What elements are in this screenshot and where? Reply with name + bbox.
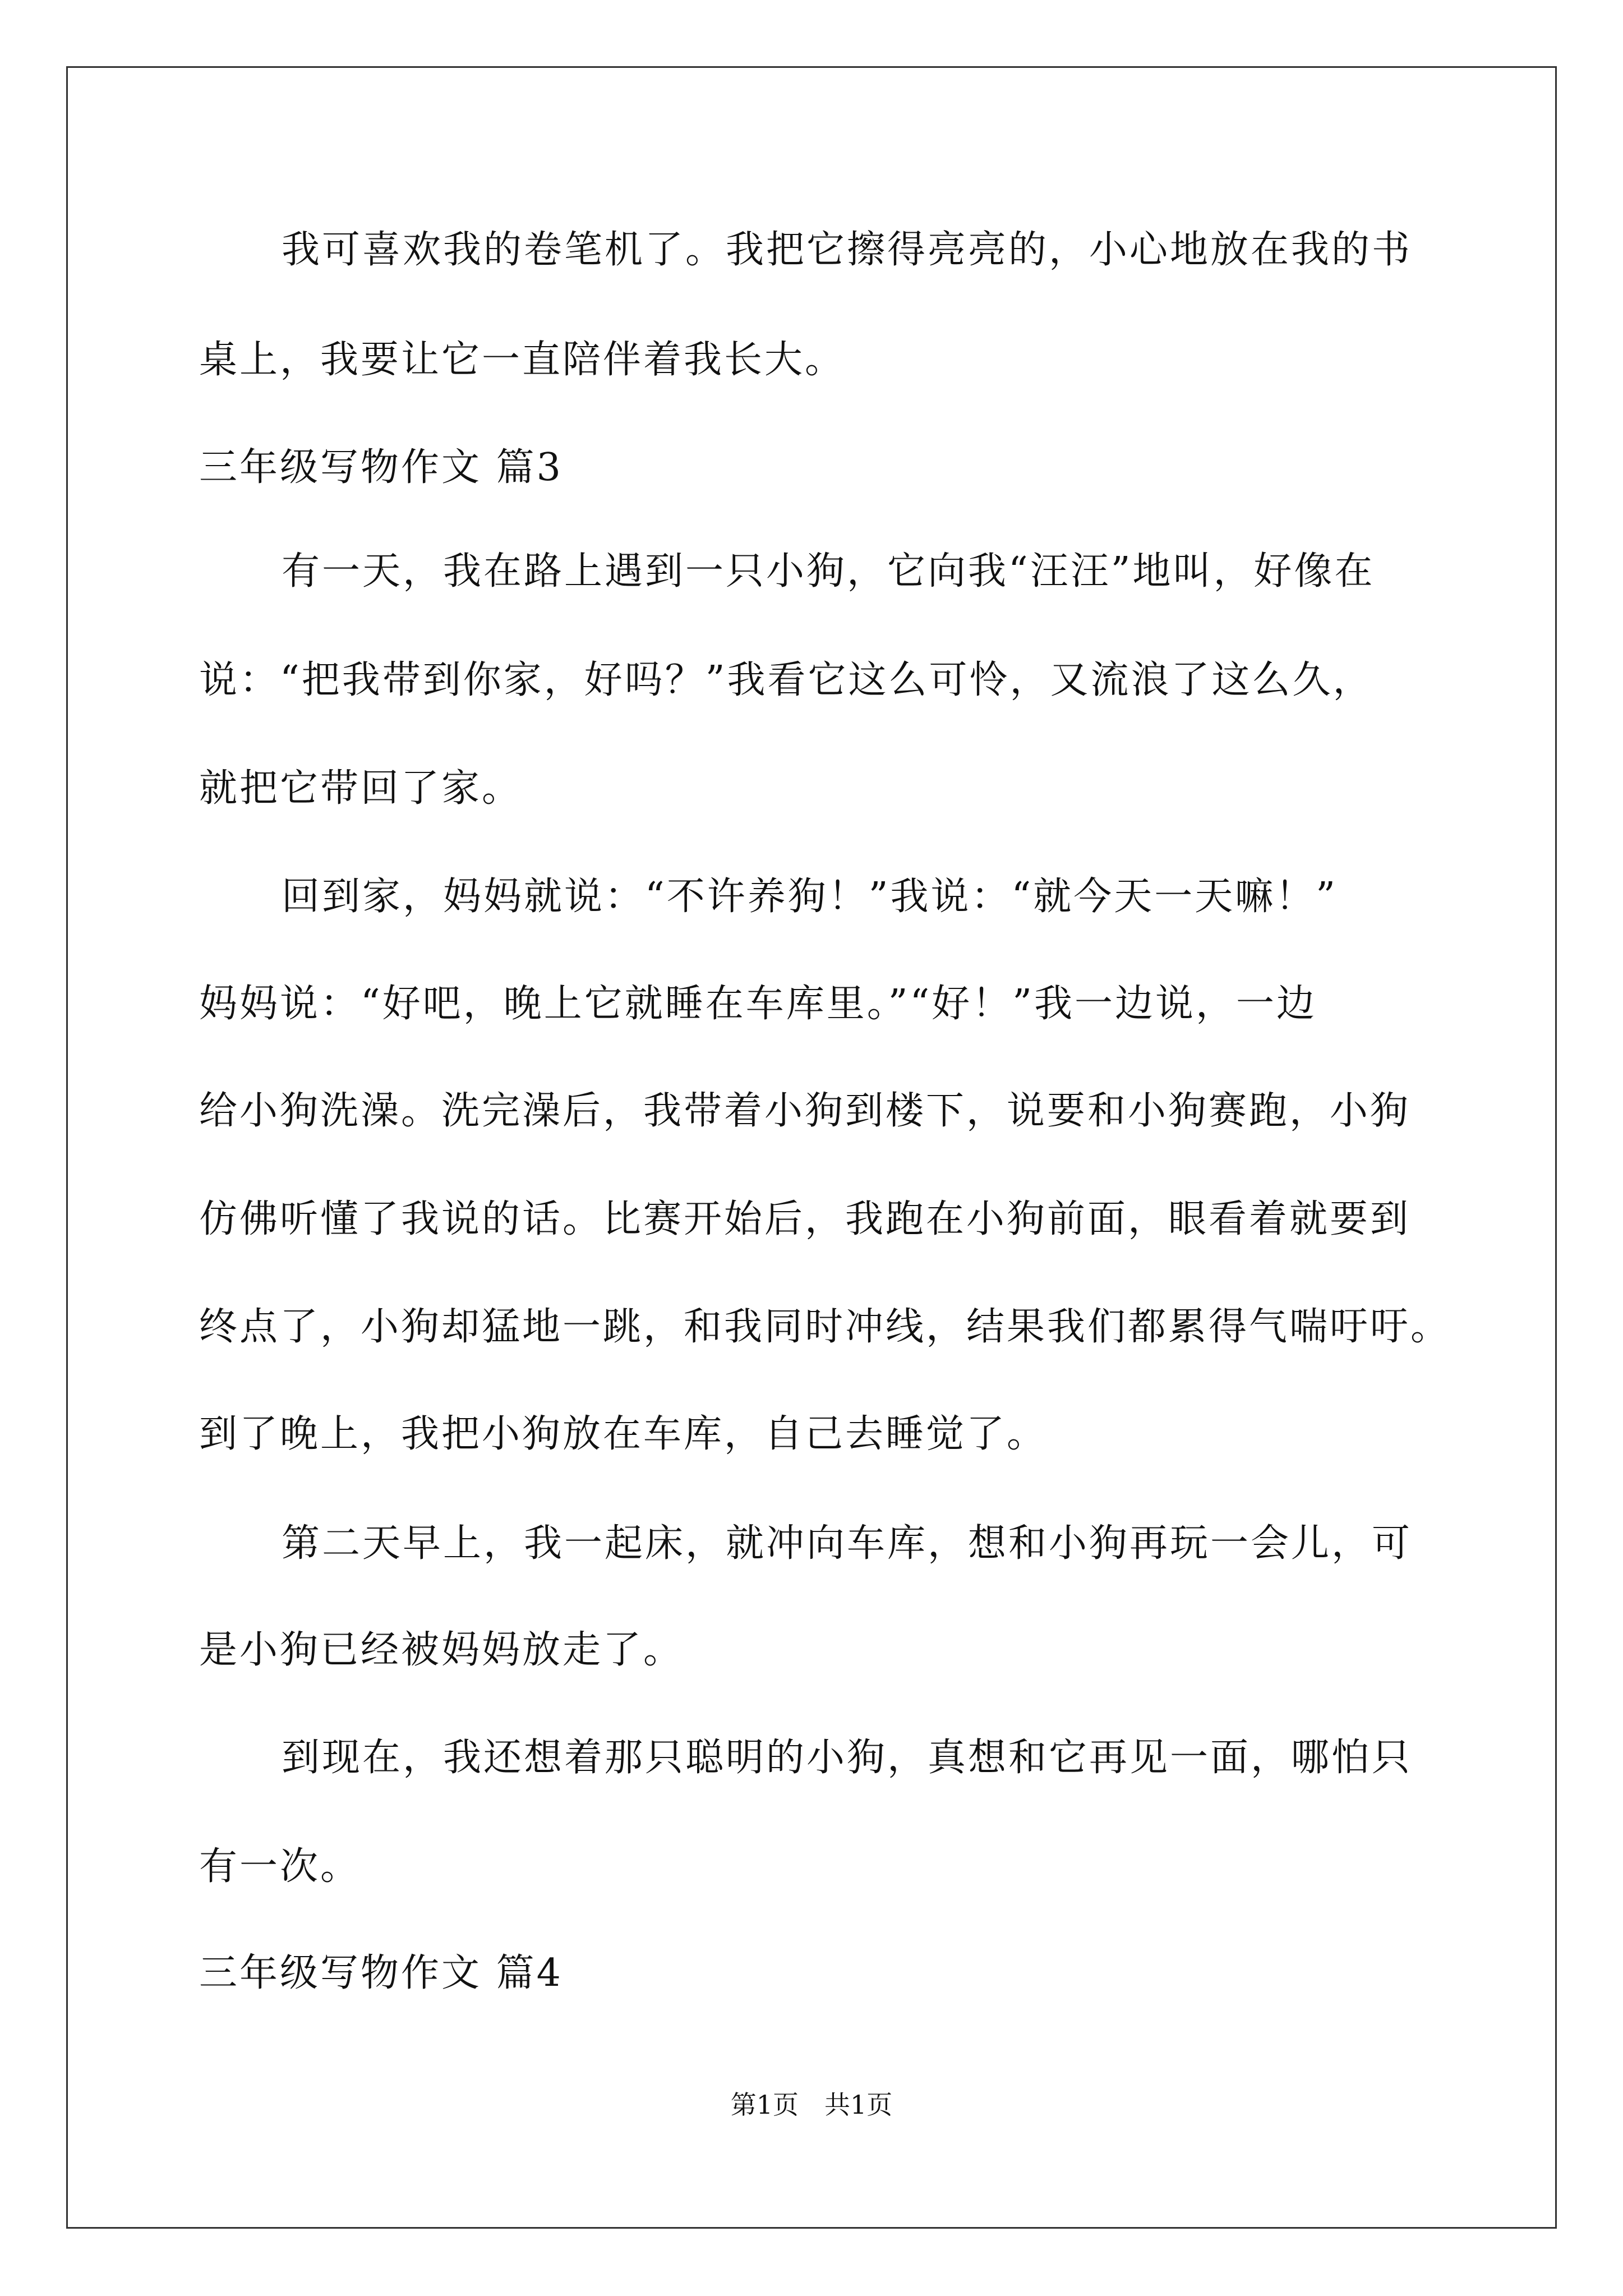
body-line: 说：“把我带到你家，好吗？”我看它这么可怜，又流浪了这么久， — [199, 658, 1373, 702]
body-line: 就把它带回了家。 — [199, 766, 523, 811]
body-line: 是小狗已经被妈妈放走了。 — [199, 1628, 684, 1672]
body-line: 回到家，妈妈就说：“不许养狗！”我说：“就今天一天嘛！” — [282, 875, 1338, 919]
body-line: 有一天，我在路上遇到一只小狗，它向我“汪汪”地叫，好像在 — [282, 549, 1375, 593]
body-line: 第二天早上，我一起床，就冲向车库，想和小狗再玩一会儿，可 — [282, 1521, 1413, 1566]
section-heading: 三年级写物作文 篇3 — [199, 445, 563, 490]
body-line: 终点了，小狗却猛地一跳，和我同时冲线，结果我们都累得气喘吁吁。 — [199, 1305, 1451, 1349]
body-line: 有一次。 — [199, 1844, 361, 1889]
body-line: 我可喜欢我的卷笔机了。我把它擦得亮亮的，小心地放在我的书 — [282, 228, 1413, 272]
page-border — [66, 66, 1557, 2229]
section-heading: 三年级写物作文 篇4 — [199, 1951, 563, 1995]
body-line: 给小狗洗澡。洗完澡后，我带着小狗到楼下，说要和小狗赛跑，小狗 — [199, 1089, 1411, 1133]
body-line: 到了晚上，我把小狗放在车库，自己去睡觉了。 — [199, 1412, 1048, 1456]
page-footer: 第1页 共1页 — [730, 2090, 893, 2120]
body-line: 妈妈说：“好吧，晚上它就睡在车库里。”“好！”我一边说，一边 — [199, 982, 1317, 1026]
body-line: 仿佛听懂了我说的话。比赛开始后，我跑在小狗前面，眼看着就要到 — [199, 1197, 1411, 1241]
body-line: 到现在，我还想着那只聪明的小狗，真想和它再见一面，哪怕只 — [282, 1736, 1413, 1780]
body-line: 桌上，我要让它一直陪伴着我长大。 — [199, 338, 846, 382]
